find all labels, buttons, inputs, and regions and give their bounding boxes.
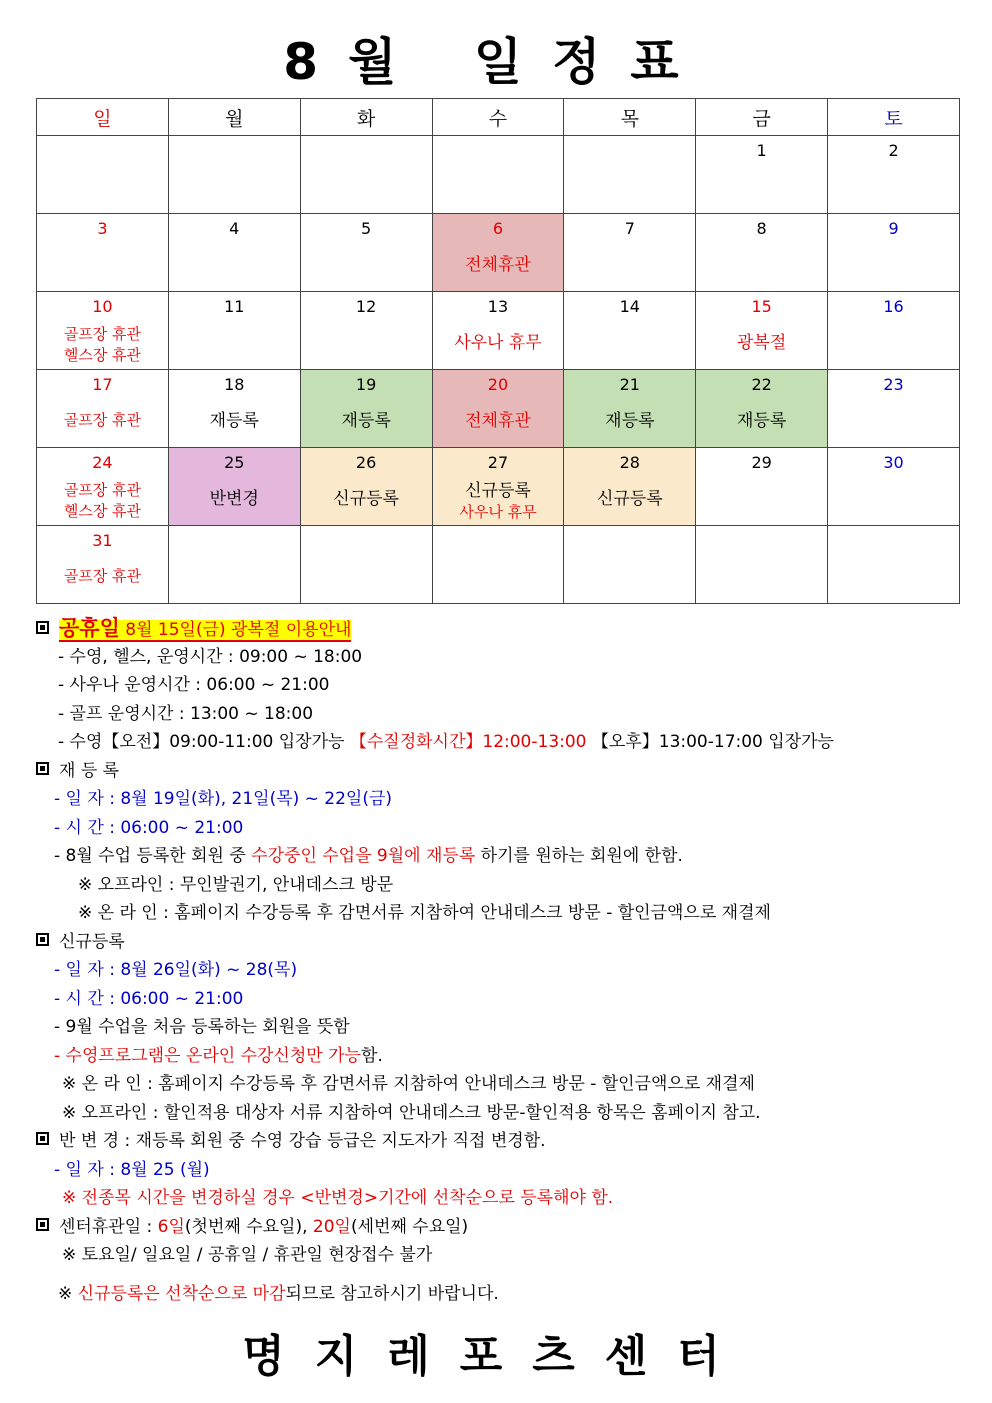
swim-cleaning-time: 【수질정화시간】12:00-13:00	[349, 732, 587, 752]
day-event: 재등록	[341, 411, 391, 431]
holiday-line: - 수영, 헬스, 운영시간 : 09:00 ~ 18:00	[58, 646, 363, 667]
holiday-highlight	[59, 616, 352, 642]
square-bullet-icon	[36, 1218, 49, 1231]
day-cell	[828, 448, 960, 526]
day-number: 15	[751, 297, 772, 316]
day-number: 28	[619, 453, 640, 472]
day-number: 2	[888, 141, 899, 160]
day-cell-empty	[300, 526, 432, 604]
day-number: 5	[361, 219, 372, 238]
day-event: 골프장 휴관	[63, 567, 142, 585]
day-cell	[564, 214, 696, 292]
day-event: 헬스장 휴관	[63, 346, 142, 364]
weekday-fri: 금	[696, 99, 828, 136]
day-number: 11	[224, 297, 245, 316]
day-cell	[168, 370, 300, 448]
day-number: 16	[883, 297, 904, 316]
day-number: 4	[229, 219, 240, 238]
rereg-desc	[36, 842, 966, 871]
day-number: 24	[92, 453, 113, 472]
square-bullet-icon	[36, 1132, 49, 1145]
newreg-online: ※ 온 라 인 : 홈페이지 수강등록 후 감면서류 지참하여 안내데스크 방문 - 할인금액으로 재결제	[62, 1074, 755, 1094]
day-number: 18	[224, 375, 245, 394]
day-cell	[168, 292, 300, 370]
day-number: 17	[92, 375, 113, 394]
notes-section	[36, 614, 966, 1308]
closure-heading	[36, 1213, 966, 1242]
day-number: 1	[756, 141, 767, 160]
center-name-footer: 명지레포츠센터	[242, 1331, 750, 1382]
classchange-date: - 일 자 : 8월 25 (월)	[54, 1159, 210, 1180]
week-row-1	[37, 136, 960, 214]
page-title: 8월 일정표	[283, 33, 709, 91]
day-number: 6	[492, 219, 504, 238]
day-cell-empty	[432, 136, 564, 214]
day-event: 전체휴관	[465, 411, 531, 431]
calendar-table	[36, 98, 960, 604]
newreg-title: 신규등록	[59, 931, 125, 952]
day-cell	[432, 370, 564, 448]
day-cell	[696, 448, 828, 526]
closure-a: 센터휴관일 :	[59, 1216, 158, 1237]
day-event: 사우나 휴무	[454, 333, 542, 353]
day-event: 골프장 휴관	[63, 325, 142, 343]
newreg-time: - 시 간 : 06:00 ~ 21:00	[54, 988, 244, 1009]
day-cell-empty	[432, 526, 564, 604]
day-event: 골프장 휴관	[63, 481, 142, 499]
day-cell	[564, 370, 696, 448]
day-number: 29	[751, 453, 772, 472]
final-note	[36, 1280, 966, 1309]
holiday-swim-line	[36, 728, 966, 757]
day-cell-empty	[564, 526, 696, 604]
day-cell	[696, 136, 828, 214]
newreg-swim-b: 함.	[360, 1045, 383, 1066]
swim-morning: - 수영【오전】09:00-11:00 입장가능	[58, 732, 350, 752]
day-cell	[300, 448, 432, 526]
day-number: 27	[487, 453, 509, 472]
day-number: 31	[92, 531, 113, 550]
final-c: 되므로 참고하시기 바랍니다.	[285, 1283, 499, 1304]
holiday-subtitle: 8월 15일(금) 광복절 이용안내	[119, 620, 352, 640]
day-event: 재등록	[605, 411, 655, 431]
square-bullet-icon	[36, 933, 49, 946]
day-event: 광복절	[737, 333, 787, 353]
weekday-tue: 화	[300, 99, 432, 136]
holiday-title: 공휴일	[59, 616, 120, 640]
newreg-desc: - 9월 수업을 처음 등록하는 회원을 뜻함	[54, 1017, 350, 1037]
holiday-line: - 사우나 운영시간 : 06:00 ~ 21:00	[58, 675, 330, 695]
day-cell	[300, 214, 432, 292]
classchange-title: 반 변 경 : 재등록 회원 중 수영 강습 등급은 지도자가 직접 변경함.	[59, 1131, 546, 1151]
day-cell	[696, 292, 828, 370]
closure-d: 20일	[312, 1216, 351, 1237]
holiday-line: - 골프 운영시간 : 13:00 ~ 18:00	[58, 703, 314, 724]
day-cell-empty	[37, 136, 169, 214]
day-event: 재등록	[209, 411, 259, 431]
day-cell	[37, 292, 169, 370]
day-cell	[564, 448, 696, 526]
day-number: 9	[888, 219, 899, 238]
closure-b: 6일	[157, 1216, 185, 1237]
day-number: 20	[487, 375, 509, 394]
day-cell	[37, 448, 169, 526]
day-cell	[37, 526, 169, 604]
square-bullet-icon	[36, 762, 49, 775]
swim-afternoon: 【오후】13:00-17:00 입장가능	[586, 732, 834, 752]
day-number: 8	[756, 219, 767, 238]
day-cell	[168, 214, 300, 292]
week-row-5	[37, 448, 960, 526]
closure-e: (세번째 수요일)	[350, 1216, 469, 1237]
classchange-note: ※ 전종목 시간을 변경하실 경우 <반변경>기간에 선착순으로 등록해야 함.	[62, 1188, 614, 1208]
rereg-title: 재 등 록	[59, 760, 120, 781]
day-number: 10	[92, 297, 113, 316]
rereg-time: - 시 간 : 06:00 ~ 21:00	[54, 817, 244, 838]
day-cell	[432, 214, 564, 292]
day-cell	[828, 292, 960, 370]
rereg-desc-c: 하기를 원하는 회원에 한함.	[475, 846, 683, 866]
day-number: 22	[751, 375, 772, 394]
day-event: 신규등록	[333, 489, 399, 509]
weekday-header-row	[37, 99, 960, 136]
day-event: 재등록	[737, 411, 787, 431]
rereg-desc-a: - 8월 수업 등록한 회원 중	[54, 846, 252, 866]
day-number: 25	[224, 453, 245, 472]
day-cell	[300, 292, 432, 370]
rereg-date: - 일 자 : 8월 19일(화), 21일(목) ~ 22일(금)	[54, 789, 393, 809]
day-event: 골프장 휴관	[63, 411, 142, 429]
week-row-2	[37, 214, 960, 292]
final-a: ※	[58, 1283, 78, 1304]
newreg-swim-a: - 수영프로그램은 온라인 수강신청만 가능	[54, 1045, 361, 1066]
day-event: 사우나 휴무	[459, 503, 537, 521]
day-cell	[828, 136, 960, 214]
rereg-offline: ※ 오프라인 : 무인발권기, 안내데스크 방문	[78, 874, 394, 895]
day-number: 12	[355, 297, 377, 316]
week-row-3	[37, 292, 960, 370]
closure-c: (첫번째 수요일),	[184, 1216, 313, 1237]
weekday-mon: 월	[168, 99, 300, 136]
day-number: 14	[619, 297, 640, 316]
day-cell	[564, 292, 696, 370]
day-number: 21	[619, 375, 640, 394]
day-cell	[828, 370, 960, 448]
day-cell-empty	[168, 526, 300, 604]
day-event: 반변경	[209, 489, 259, 509]
closure-note: ※ 토요일/ 일요일 / 공휴일 / 휴관일 현장접수 불가	[62, 1245, 433, 1265]
rereg-desc-b: 수강중인 수업을 9월에 재등록	[251, 846, 476, 866]
day-number: 23	[883, 375, 904, 394]
rereg-online: ※ 온 라 인 : 홈페이지 수강등록 후 감면서류 지참하여 안내데스크 방문 - 할인금액으로 재결제	[78, 903, 771, 923]
weekday-thu: 목	[564, 99, 696, 136]
day-cell	[168, 448, 300, 526]
weekday-sat: 토	[828, 99, 960, 136]
classchange-heading	[36, 1127, 966, 1156]
week-row-4	[37, 370, 960, 448]
rereg-heading	[36, 757, 966, 786]
weekday-wed: 수	[432, 99, 564, 136]
day-cell-empty	[564, 136, 696, 214]
weekday-sun: 일	[37, 99, 169, 136]
final-b: 신규등록은 선착순으로 마감	[77, 1283, 286, 1304]
newreg-offline: ※ 오프라인 : 할인적용 대상자 서류 지참하여 안내데스크 방문-할인적용 항목은 홈페이지 참고.	[62, 1102, 761, 1123]
day-cell-empty	[168, 136, 300, 214]
day-cell	[696, 370, 828, 448]
day-number: 30	[883, 453, 904, 472]
day-event: 신규등록	[465, 481, 531, 501]
day-cell-empty	[828, 526, 960, 604]
day-number: 26	[355, 453, 377, 472]
newreg-date: - 일 자 : 8월 26일(화) ~ 28(목)	[54, 960, 298, 980]
newreg-heading	[36, 928, 966, 957]
square-bullet-icon	[36, 621, 49, 634]
day-number: 3	[97, 219, 108, 238]
day-cell	[696, 214, 828, 292]
day-number: 19	[355, 375, 377, 394]
day-event: 헬스장 휴관	[63, 502, 142, 520]
day-cell	[828, 214, 960, 292]
day-number: 7	[624, 219, 635, 238]
day-cell	[37, 370, 169, 448]
day-cell-empty	[696, 526, 828, 604]
newreg-swim	[36, 1042, 966, 1071]
day-cell	[37, 214, 169, 292]
day-number: 13	[487, 297, 509, 316]
day-cell	[432, 448, 564, 526]
day-cell-empty	[300, 136, 432, 214]
day-event: 전체휴관	[465, 255, 531, 275]
day-cell	[300, 370, 432, 448]
holiday-heading	[36, 614, 966, 643]
day-event: 신규등록	[596, 489, 663, 509]
day-cell	[432, 292, 564, 370]
week-row-6	[37, 526, 960, 604]
